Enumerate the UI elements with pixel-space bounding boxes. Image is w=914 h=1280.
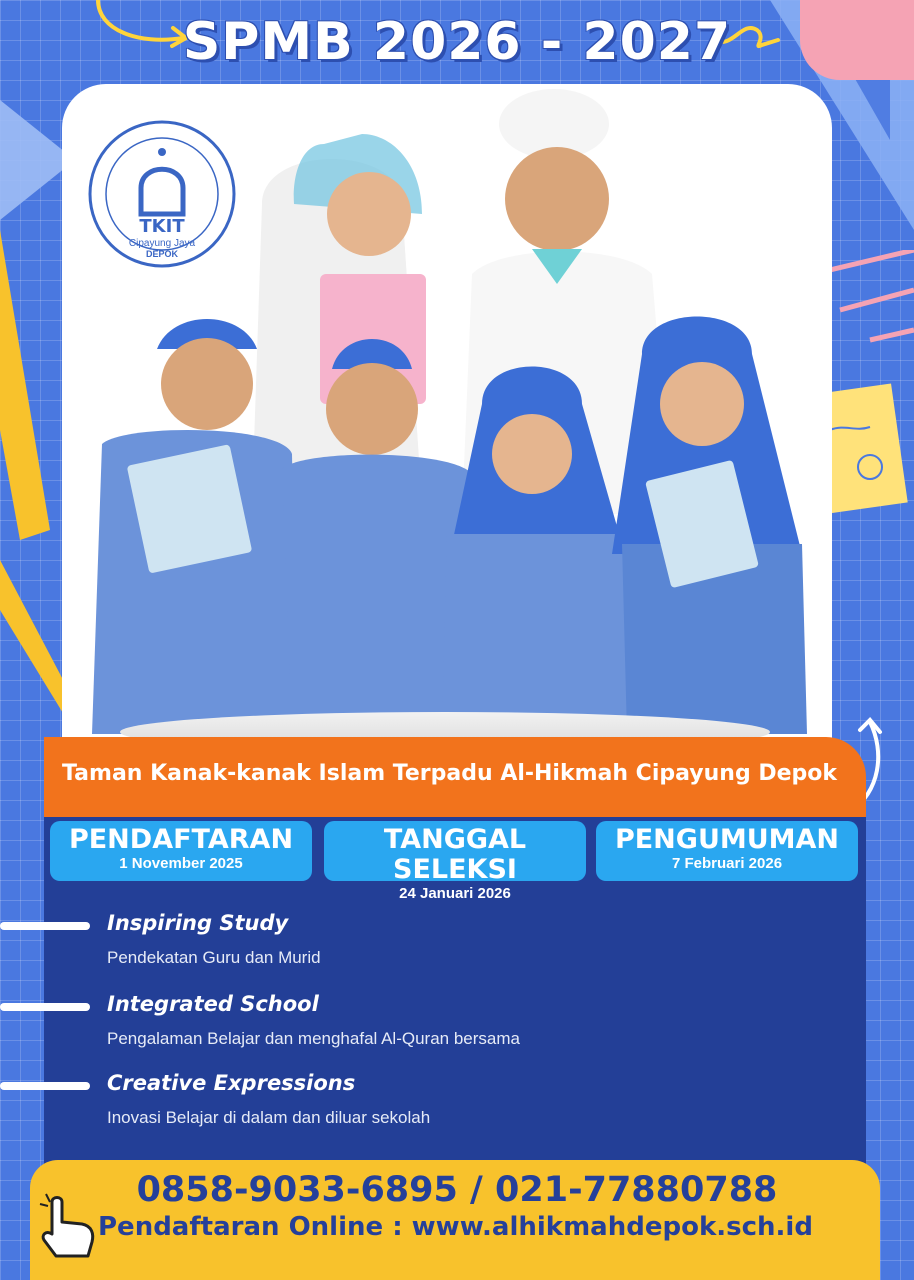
date-heading: TANGGAL SELEKSI <box>383 824 527 885</box>
pointing-hand-icon <box>38 1190 98 1262</box>
girl-front-right <box>612 317 807 735</box>
registration-website-link[interactable]: Pendaftaran Online : www.alhikmahdepok.sch.id <box>98 1212 813 1242</box>
feature-desc: Pengalaman Belajar dan menghafal Al-Quran bersama <box>107 1029 520 1048</box>
logo-line2: DEPOK <box>145 249 179 259</box>
feature-title: Inspiring Study <box>107 911 289 935</box>
logo-name: TKIT <box>139 216 185 237</box>
date-value: 24 Januari 2026 <box>399 885 511 902</box>
school-logo <box>86 118 238 270</box>
date-box-announcement <box>596 821 858 881</box>
date-heading: PENDAFTARAN <box>68 824 294 855</box>
feature-desc: Pendekatan Guru dan Murid <box>107 948 321 967</box>
feature-bullet-line <box>0 1082 90 1090</box>
feature-bullet-line <box>0 1003 90 1011</box>
pink-stripes <box>830 250 914 350</box>
feature-desc: Inovasi Belajar di dalam dan diluar sekolah <box>107 1108 431 1127</box>
page-title: SPMB 2026 - 2027 <box>182 12 732 72</box>
logo-line1: Cipayung Jaya <box>128 238 196 249</box>
date-heading: PENGUMUMAN <box>614 824 840 855</box>
date-value: 1 November 2025 <box>119 855 243 872</box>
feature-bullet-line <box>0 922 90 930</box>
date-value: 7 Februari 2026 <box>671 855 783 872</box>
phone-numbers[interactable]: 0858-9033-6895 / 021-77880788 <box>136 1170 778 1210</box>
date-box-selection <box>324 821 586 902</box>
feature-title: Integrated School <box>107 992 319 1016</box>
school-name: Taman Kanak-kanak Islam Terpadu Al-Hikmah Cipayung Depok <box>62 761 838 786</box>
school-name-band <box>44 737 866 817</box>
feature-title: Creative Expressions <box>107 1071 356 1095</box>
date-box-registration <box>50 821 312 881</box>
